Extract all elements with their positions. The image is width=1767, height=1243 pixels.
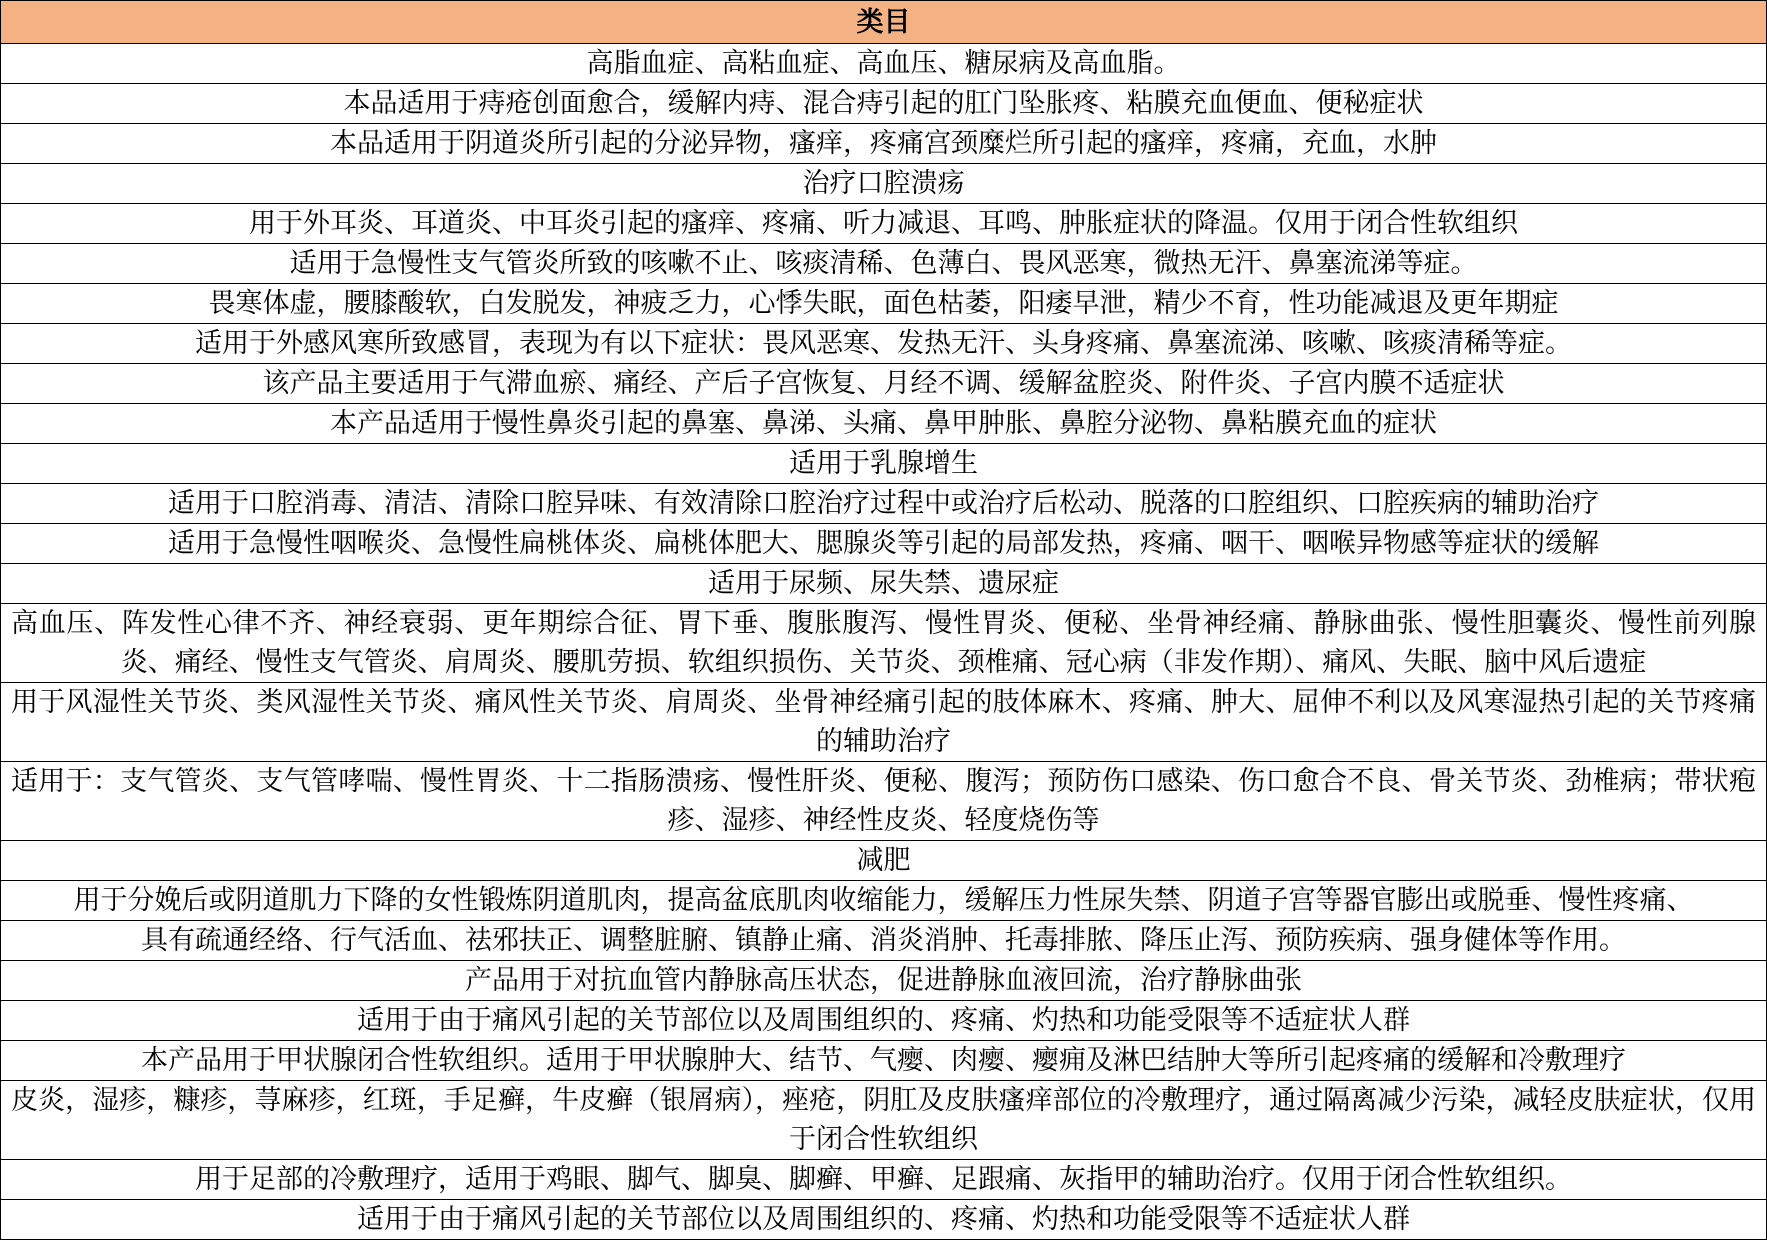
- table-row: [1, 44, 1767, 84]
- header-row: [1, 1, 1767, 44]
- table-cell[interactable]: 适用于外感风寒所致感冒，表现为有以下症状：畏风恶寒、发热无汗、头身疼痛、鼻塞流涕、咳嗽、咳痰清稀等症。: [1, 324, 1767, 364]
- table-body: [1, 44, 1767, 1240]
- table-row: [1, 284, 1767, 324]
- table-cell[interactable]: 该产品主要适用于气滞血瘀、痛经、产后子宫恢复、月经不调、缓解盆腔炎、附件炎、子宫内膜不适症状: [1, 364, 1767, 404]
- table-row: [1, 961, 1767, 1001]
- table-cell[interactable]: 适用于乳腺增生: [1, 444, 1767, 484]
- table-row: [1, 524, 1767, 564]
- table-cell[interactable]: 适用于由于痛风引起的关节部位以及周围组织的、疼痛、灼热和功能受限等不适症状人群: [1, 1001, 1767, 1041]
- table-cell[interactable]: 皮炎，湿疹，糠疹，荨麻疹，红斑，手足癣，牛皮癣（银屑病），痤疮，阴肛及皮肤瘙痒部位的冷敷理疗，通过隔离减少污染，减轻皮肤症状，仅用于闭合性软组织: [1, 1081, 1767, 1160]
- table-cell[interactable]: 用于风湿性关节炎、类风湿性关节炎、痛风性关节炎、肩周炎、坐骨神经痛引起的肢体麻木、疼痛、肿大、屈伸不利以及风寒湿热引起的关节疼痛的辅助治疗: [1, 683, 1767, 762]
- table-cell[interactable]: 用于分娩后或阴道肌力下降的女性锻炼阴道肌肉，提高盆底肌肉收缩能力，缓解压力性尿失禁、阴道子宫等器官膨出或脱垂、慢性疼痛、: [1, 881, 1767, 921]
- table-cell[interactable]: 减肥: [1, 841, 1767, 881]
- table-row: [1, 1041, 1767, 1081]
- table-cell[interactable]: 适用于由于痛风引起的关节部位以及周围组织的、疼痛、灼热和功能受限等不适症状人群: [1, 1200, 1767, 1240]
- table-cell[interactable]: 本品适用于痔疮创面愈合，缓解内痔、混合痔引起的肛门坠胀疼、粘膜充血便血、便秘症状: [1, 84, 1767, 124]
- table-cell[interactable]: 适用于口腔消毒、清洁、清除口腔异味、有效清除口腔治疗过程中或治疗后松动、脱落的口腔组织、口腔疾病的辅助治疗: [1, 484, 1767, 524]
- header-cell-category[interactable]: 类目: [1, 1, 1767, 44]
- table-row: [1, 1001, 1767, 1041]
- table-row: [1, 1200, 1767, 1240]
- table-row: [1, 364, 1767, 404]
- table-row: [1, 683, 1767, 762]
- table-cell[interactable]: 本品适用于阴道炎所引起的分泌异物，瘙痒，疼痛宫颈糜烂所引起的瘙痒，疼痛，充血，水肿: [1, 124, 1767, 164]
- table-row: [1, 1081, 1767, 1160]
- table-row: [1, 84, 1767, 124]
- table-cell[interactable]: 高脂血症、高粘血症、高血压、糖尿病及高血脂。: [1, 44, 1767, 84]
- table-row: [1, 762, 1767, 841]
- table-row: [1, 484, 1767, 524]
- table-row: [1, 324, 1767, 364]
- table-cell[interactable]: 畏寒体虚，腰膝酸软，白发脱发，神疲乏力，心悸失眠，面色枯萎，阳痿早泄，精少不育，性功能减退及更年期症: [1, 284, 1767, 324]
- table-row: [1, 204, 1767, 244]
- table-row: [1, 921, 1767, 961]
- table-cell[interactable]: 治疗口腔溃疡: [1, 164, 1767, 204]
- table-cell[interactable]: 本产品用于甲状腺闭合性软组织。适用于甲状腺肿大、结节、气瘿、肉瘿、瘿痈及淋巴结肿大等所引起疼痛的缓解和冷敷理疗: [1, 1041, 1767, 1081]
- table-row: [1, 604, 1767, 683]
- table-row: [1, 444, 1767, 484]
- table-cell[interactable]: 适用于急慢性支气管炎所致的咳嗽不止、咳痰清稀、色薄白、畏风恶寒，微热无汗、鼻塞流涕等症。: [1, 244, 1767, 284]
- table-row: [1, 124, 1767, 164]
- table-row: [1, 881, 1767, 921]
- table-cell[interactable]: 用于足部的冷敷理疗，适用于鸡眼、脚气、脚臭、脚癣、甲癣、足跟痛、灰指甲的辅助治疗。仅用于闭合性软组织。: [1, 1160, 1767, 1200]
- table-row: [1, 1160, 1767, 1200]
- table-cell[interactable]: 高血压、阵发性心律不齐、神经衰弱、更年期综合征、胃下垂、腹胀腹泻、慢性胃炎、便秘、坐骨神经痛、静脉曲张、慢性胆囊炎、慢性前列腺炎、痛经、慢性支气管炎、肩周炎、腰肌劳损、软组织损伤、关节炎、颈椎痛、冠心病（非发作期）、痛风、失眠、脑中风后遗症: [1, 604, 1767, 683]
- table-cell[interactable]: 适用于急慢性咽喉炎、急慢性扁桃体炎、扁桃体肥大、腮腺炎等引起的局部发热，疼痛、咽干、咽喉异物感等症状的缓解: [1, 524, 1767, 564]
- table-row: [1, 404, 1767, 444]
- table-row: [1, 244, 1767, 284]
- table-cell[interactable]: 适用于：支气管炎、支气管哮喘、慢性胃炎、十二指肠溃疡、慢性肝炎、便秘、腹泻；预防伤口感染、伤口愈合不良、骨关节炎、劲椎病；带状疱疹、湿疹、神经性皮炎、轻度烧伤等: [1, 762, 1767, 841]
- table-row: [1, 564, 1767, 604]
- table-row: [1, 164, 1767, 204]
- table-cell[interactable]: 用于外耳炎、耳道炎、中耳炎引起的瘙痒、疼痛、听力减退、耳鸣、肿胀症状的降温。仅用于闭合性软组织: [1, 204, 1767, 244]
- table-cell[interactable]: 具有疏通经络、行气活血、祛邪扶正、调整脏腑、镇静止痛、消炎消肿、托毒排脓、降压止泻、预防疾病、强身健体等作用。: [1, 921, 1767, 961]
- table-cell[interactable]: 本产品适用于慢性鼻炎引起的鼻塞、鼻涕、头痛、鼻甲肿胀、鼻腔分泌物、鼻粘膜充血的症状: [1, 404, 1767, 444]
- table-cell[interactable]: 适用于尿频、尿失禁、遗尿症: [1, 564, 1767, 604]
- table-row: [1, 841, 1767, 881]
- table-cell[interactable]: 产品用于对抗血管内静脉高压状态，促进静脉血液回流，治疗静脉曲张: [1, 961, 1767, 1001]
